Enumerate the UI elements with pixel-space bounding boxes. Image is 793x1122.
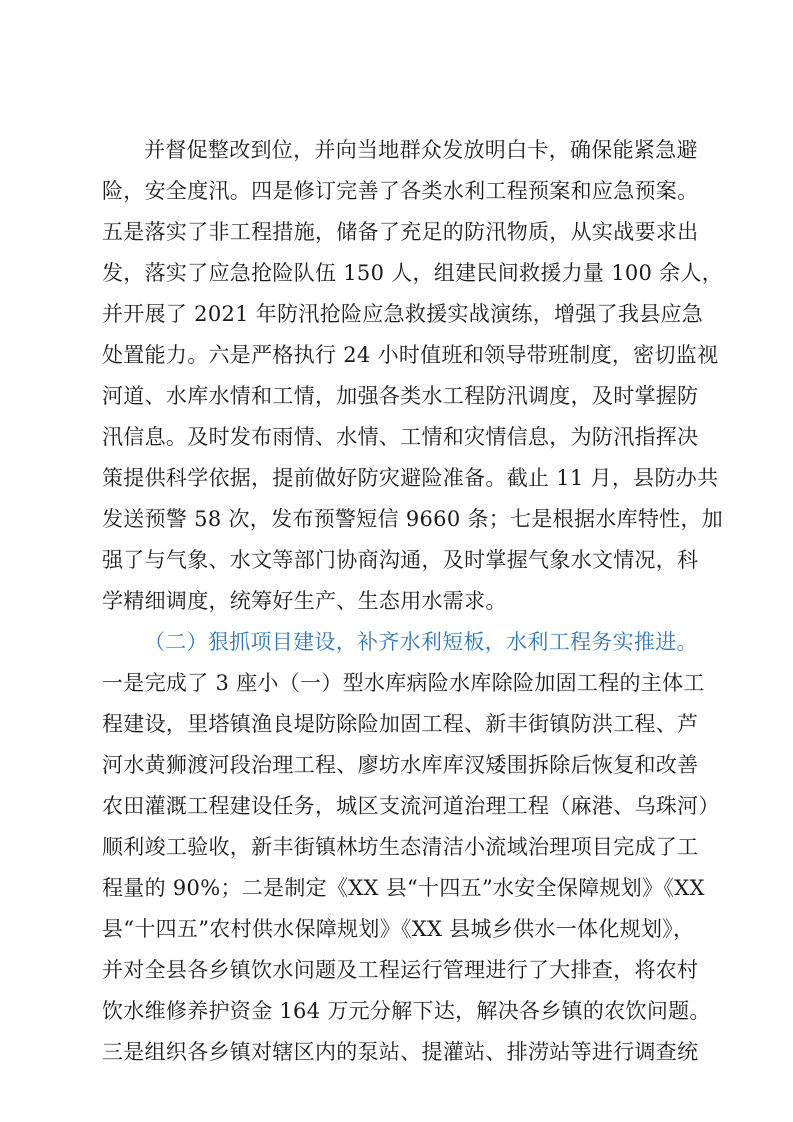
paragraph-line: 并对全县各乡镇饮水问题及工程运行管理进行了大排查，将农村	[102, 958, 699, 982]
paragraph-line: 五是落实了非工程措施，储备了充足的防汛物质，从实战要求出	[102, 220, 699, 244]
paragraph-line: 险，安全度汛。四是修订完善了各类水利工程预案和应急预案。	[102, 179, 699, 203]
paragraph-line: 程量的 90%；二是制定《XX 县“十四五”水安全保障规划》《XX	[102, 876, 705, 900]
paragraph-line: 饮水维修养护资金 164 万元分解下达，解决各乡镇的农饮问题。	[102, 999, 711, 1023]
paragraph-line: 发，落实了应急抢险队伍 150 人，组建民间救援力量 100 余人，	[102, 261, 724, 285]
paragraph-line: 县“十四五”农村供水保障规划》《XX 县城乡供水一体化规划》，	[102, 917, 695, 941]
paragraph-line: 河道、水库水情和工情，加强各类水工程防汛调度，及时掌握防	[102, 384, 699, 408]
paragraph-line: 顺利竣工验收，新丰街镇林坊生态清洁小流域治理项目完成了工	[102, 835, 699, 859]
paragraph-line: 学精细调度，统筹好生产、生态用水需求。	[102, 589, 507, 613]
section-heading: （二）狠抓项目建设，补齐水利短板，水利工程务实推进。	[144, 630, 698, 654]
paragraph-line: 策提供科学依据，提前做好防灾避险准备。截止 11 月，县防办共	[102, 466, 719, 490]
paragraph-line: 发送预警 58 次，发布预警短信 9660 条；七是根据水库特性，加	[102, 507, 724, 531]
paragraph-line: 三是组织各乡镇对辖区内的泵站、提灌站、排涝站等进行调查统	[102, 1040, 699, 1064]
paragraph-line: 强了与气象、水文等部门协商沟通，及时掌握气象水文情况，科	[102, 548, 699, 572]
paragraph-line: 河水黄狮渡河段治理工程、廖坊水库库汊矮围拆除后恢复和改善	[102, 753, 699, 777]
paragraph-line: 汛信息。及时发布雨情、水情、工情和灾情信息，为防汛指挥决	[102, 425, 699, 449]
paragraph-line: 并督促整改到位，并向当地群众发放明白卡，确保能紧急避	[144, 138, 698, 162]
paragraph-line: 农田灌溉工程建设任务，城区支流河道治理工程（麻港、乌珠河）	[102, 794, 720, 818]
paragraph-line: 处置能力。六是严格执行 24 小时值班和领导带班制度，密切监视	[102, 343, 719, 367]
paragraph-line: 程建设，里塔镇渔良堤防除险加固工程、新丰街镇防洪工程、芦	[102, 712, 699, 736]
paragraph-line: 一是完成了 3 座小（一）型水库病险水库除险加固工程的主体工	[102, 671, 705, 695]
paragraph-line: 并开展了 2021 年防汛抢险应急救援实战演练，增强了我县应急	[102, 302, 704, 326]
